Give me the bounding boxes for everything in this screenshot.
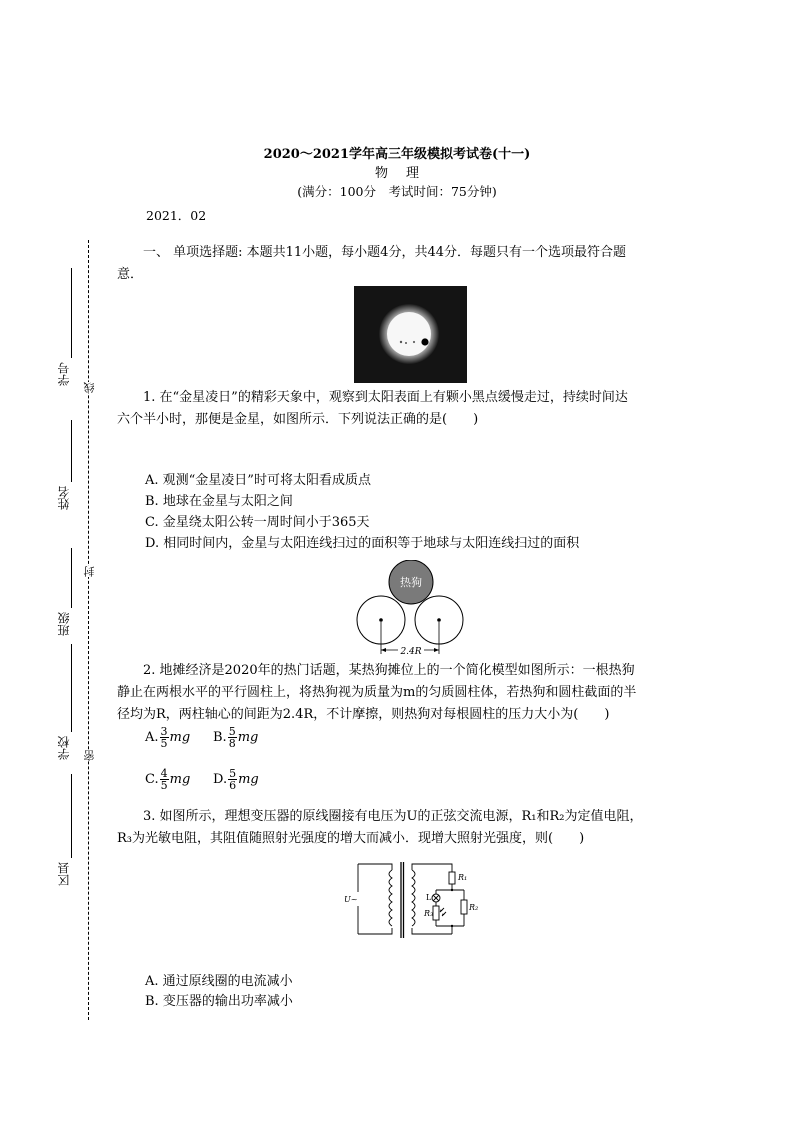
fraction: $\frac{5}{8}$ (228, 725, 236, 750)
hotdog-label: 热狗 (400, 576, 422, 589)
exam-title: 2020～2021学年高三年级模拟考试卷(十一) (263, 147, 531, 162)
question-3 (117, 806, 677, 850)
exam-date: 2021．02 (146, 208, 207, 223)
q2-line1: 2. 地摊经济是2020年的热门话题，某热狗摊位上的一个简化模型如图所示：一根热狗 (143, 663, 635, 678)
binding-mark-secret: 密 (83, 750, 96, 761)
q2-line3: 径均为R，两柱轴心的间距为2.4R，不计摩擦，则热狗对每根圆柱的压力大小为( ) (117, 707, 610, 722)
q2-option-b[interactable]: B. $\frac{5}{8}$ mg (213, 725, 259, 750)
student-id-label: 学号 (57, 362, 71, 386)
r3-label: R₃ (424, 909, 434, 918)
q3-line2: R₃为光敏电阻，其阻值随照射光强度的增大而减小．现增大照射光强度，则( ) (117, 831, 585, 846)
r1-label: R₁ (458, 873, 468, 882)
binding-mark-seal: 封 (83, 566, 96, 577)
district-underline (71, 774, 72, 858)
venus-transit-image (354, 286, 467, 383)
q3-option-b[interactable]: B. 变压器的输出功率减小 (145, 994, 293, 1009)
school-underline (71, 644, 72, 732)
venus-dot (421, 338, 428, 345)
class-label: 班级 (57, 612, 71, 636)
q1-line2: 六个半小时，那便是金星，如图所示．下列说法正确的是( ) (117, 412, 479, 427)
q3-line1: 3. 如图所示，理想变压器的原线圈接有电压为U的正弦交流电源，R₁和R₂为定值电阻， (143, 809, 643, 824)
q1-option-c[interactable]: C. 金星绕太阳公转一周时间小于365天 (145, 515, 370, 530)
section-heading-line1: 一、 单项选择题: 本题共11小题，每小题4分，共44分．每题只有一个选项最符合题 (143, 245, 627, 260)
exam-note: (满分：100分 考试时间：75分钟) (297, 184, 497, 199)
lamp-label: L (426, 893, 432, 902)
school-label: 学校 (57, 736, 71, 760)
name-underline (71, 420, 72, 482)
q3-option-a[interactable]: A. 通过原线圈的电流减小 (145, 974, 293, 989)
q2-option-c[interactable]: C. $\frac{4}{5}$ mg (145, 767, 191, 792)
question-1 (117, 387, 677, 431)
class-underline (71, 548, 72, 608)
exam-subject: 物理 (374, 166, 437, 181)
q2-option-d[interactable]: D. $\frac{5}{6}$ mg (213, 767, 259, 792)
q1-option-d[interactable]: D. 相同时间内，金星与太阳连线扫过的面积等于地球与太阳连线扫过的面积 (145, 536, 580, 551)
transformer-circuit (340, 858, 480, 940)
r2-label: R₂ (469, 903, 479, 912)
fraction: $\frac{4}{5}$ (160, 767, 168, 792)
distance-label: 2.4R (400, 647, 422, 657)
fraction: $\frac{5}{6}$ (229, 767, 237, 792)
q1-option-b[interactable]: B. 地球在金星与太阳之间 (145, 494, 293, 509)
q1-line1: 1. 在“金星凌日”的精彩天象中，观察到太阳表面上有颗小黑点缓慢走过，持续时间达 (143, 390, 628, 405)
hotdog-figure (354, 560, 468, 662)
question-2 (117, 660, 677, 726)
q2-line2: 静止在两根水平的平行圆柱上，将热狗视为质量为m的匀质圆柱体，若热狗和圆柱截面的半 (117, 685, 637, 700)
binding-mark-line: 线 (83, 382, 96, 393)
q1-option-a[interactable]: A. 观测“金星凌日”时可将太阳看成质点 (145, 473, 371, 488)
name-label: 姓名 (57, 486, 71, 510)
q2-option-a[interactable]: A. $\frac{3}{5}$ mg (145, 725, 191, 750)
source-label: U~ (344, 895, 358, 904)
fraction: $\frac{3}{5}$ (160, 725, 168, 750)
section-heading-line2: 意． (117, 267, 144, 282)
binding-dashed-line (88, 240, 89, 1020)
district-label: 区县 (57, 862, 71, 886)
student-id-underline (71, 268, 72, 358)
section-heading (117, 242, 677, 286)
